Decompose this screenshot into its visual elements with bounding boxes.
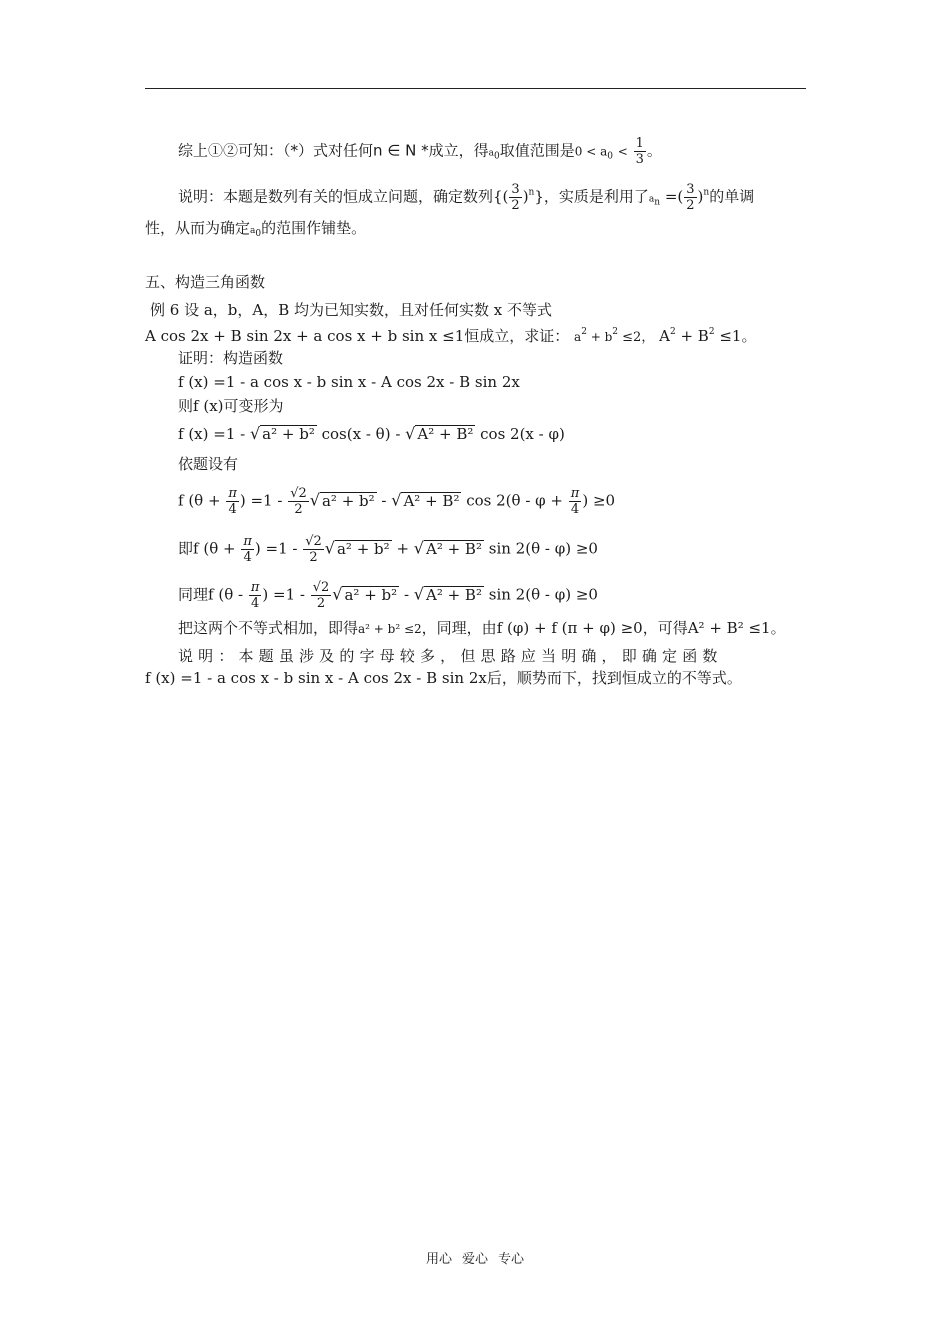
sqrt-a2-b2: a² + b² (344, 585, 398, 604)
sqrt-a2-b2: a² + b² (262, 425, 315, 443)
text: 性，从而为确定 (145, 219, 251, 237)
example-6 (150, 300, 815, 320)
math: f (x) (193, 397, 224, 415)
math: f (φ) + f (π + φ) ≥0 (496, 619, 643, 637)
math: A (659, 327, 670, 345)
header-rule (145, 88, 806, 89)
fraction (684, 182, 696, 213)
text: 可变形为 (223, 397, 284, 415)
text: 恒成立，求证： (464, 327, 570, 345)
text: 说 明 ： 本 题 虽 涉 及 的 字 母 较 多 ， 但 思 路 应 当 明 确 ， 即 确 定 函 数 (178, 647, 718, 665)
fraction (509, 182, 521, 213)
text: 的范围作铺垫。 (261, 219, 367, 237)
math: cos(x - θ) - (316, 425, 406, 443)
fraction (249, 580, 262, 611)
sqrt-A2-B2: A² + B² (425, 585, 482, 604)
subscript: 0 (494, 151, 500, 162)
superscript: 2 (669, 327, 676, 337)
var-a0: a (250, 226, 256, 236)
sqrt-a2-b2: a² + b² (321, 491, 375, 510)
proof-line-2 (178, 372, 843, 392)
math: f (θ + (178, 491, 226, 510)
denominator: 4 (243, 550, 252, 565)
denominator: 2 (309, 550, 318, 565)
numerator: π (250, 580, 260, 595)
denominator: 3 (635, 152, 644, 167)
math: ) ≥0 (582, 491, 616, 510)
math: + (391, 539, 414, 558)
math: cos 2(x - φ) (475, 425, 565, 443)
text: 。 (770, 619, 786, 637)
var-an: a (648, 194, 655, 205)
equation-1: f (x) =1 - √ a² + b² cos(x - θ) - √ A² + B² cos 2(x - φ) (178, 424, 565, 443)
math: A² + B² ≤1 (687, 619, 771, 637)
ineq: 0 < a (574, 144, 608, 159)
denominator: 2 (316, 596, 326, 611)
addition-line (178, 618, 843, 639)
math: - (376, 491, 392, 510)
math: a (574, 330, 582, 344)
text: 则 (178, 397, 194, 415)
sqrt-A2-B2: A² + B² (417, 425, 474, 443)
given-inequality (145, 322, 810, 348)
subscript: 0 (255, 229, 262, 239)
math: + B (675, 327, 709, 345)
text: ，可得 (642, 619, 688, 637)
numerator: π (570, 486, 580, 501)
math: ≤1。 (714, 327, 757, 345)
denominator: 2 (511, 198, 520, 213)
math-expr: f (x) =1 - a cos x - b sin x - A cos 2x - B sin 2x (145, 669, 487, 687)
note-line-2 (145, 668, 810, 688)
numerator: √2 (290, 486, 307, 501)
numerator: 1 (635, 136, 644, 151)
sqrt-A2-B2: A² + B² (425, 539, 482, 558)
equation-2: f (θ + $\frac{\pi}{4}$ ) =1 - $\frac{√2}{2}$ √ a² + b² - √ A² + B² cos 2(θ - φ + $\frac{\pi}{4}$ ) ≥0 (178, 486, 616, 517)
math: cos 2(θ - φ + (461, 491, 568, 510)
superscript: n (703, 187, 710, 198)
superscript: n (528, 187, 535, 198)
text: 综上①②可知：（*）式对任何 (178, 141, 374, 160)
text: 说明：本题是数列有关的恒成立问题，确定数列{( (178, 187, 509, 206)
equation-4: 同理f (θ - $\frac{\pi}{4}$ ) =1 - $\frac{√2}{2}$ √ a² + b² - √ A² + B² sin 2(θ - φ) ≥0 (178, 580, 598, 611)
denominator: 4 (250, 596, 260, 611)
fraction (288, 486, 309, 517)
subscript: 0 (607, 151, 613, 162)
paragraph-conclusion (178, 136, 843, 167)
math: f (x) =1 - (178, 425, 250, 443)
section-heading (145, 272, 810, 292)
math: - (399, 585, 414, 604)
text: =( (660, 187, 684, 206)
text: 成立，得 (428, 141, 489, 160)
denominator: 4 (228, 502, 237, 517)
fraction (634, 136, 646, 167)
sqrt-A2-B2: A² + B² (403, 491, 460, 510)
denominator: 4 (570, 502, 580, 517)
superscript: 2 (612, 327, 619, 337)
math-expr: A cos 2x + B sin 2x + a cos x + b sin x ≤1 (145, 327, 465, 345)
fraction (303, 534, 324, 565)
fraction (569, 486, 582, 517)
numerator: π (228, 486, 237, 501)
text: 。 (646, 141, 662, 160)
text: 把这两个不等式相加，即得 (178, 619, 359, 637)
denominator: 2 (294, 502, 303, 517)
text: }，实质是利用了 (534, 187, 649, 206)
condition-label (178, 454, 843, 474)
text: 的单调 (709, 187, 755, 206)
footer-text: 爱心 (461, 1252, 488, 1267)
subscript: n (654, 197, 661, 208)
proof-line-1 (178, 348, 843, 368)
numerator: 3 (686, 182, 695, 197)
denominator: 2 (686, 198, 695, 213)
math-expr: f (x) =1 - a cos x - b sin x - A cos 2x - B sin 2x (178, 373, 520, 391)
text: 同理 (178, 585, 209, 604)
math: sin 2(θ - φ) ≥0 (483, 585, 598, 604)
text: 依题设有 (178, 455, 239, 473)
numerator: √2 (305, 534, 322, 549)
math: sin 2(θ - φ) ≥0 (483, 539, 598, 558)
note-line-1 (178, 646, 843, 666)
footer-text: 专心 (498, 1252, 525, 1267)
paragraph-note-cont (145, 218, 810, 244)
math: + b (586, 330, 613, 344)
math: ) =1 - (239, 491, 288, 510)
equation-3: 即f (θ + $\frac{\pi}{4}$ ) =1 - $\frac{√2}{2}$ √ a² + b² + √ A² + B² sin 2(θ - φ) ≥0 (178, 534, 598, 565)
numerator: √2 (312, 580, 330, 595)
math: f (θ + (193, 539, 241, 558)
numerator: π (243, 534, 252, 549)
math: ≤2， (618, 330, 655, 345)
footer-text: 用心 (425, 1252, 452, 1267)
section-title: 五、构造三角函数 (145, 273, 266, 291)
sqrt-a2-b2: a² + b² (336, 539, 390, 558)
math: f (θ - (208, 585, 248, 604)
text: 即 (178, 539, 194, 558)
numerator: 3 (511, 182, 520, 197)
fraction (241, 534, 254, 565)
fraction (311, 580, 332, 611)
math: a² + b² ≤2 (358, 622, 422, 636)
text: ，同理，由 (421, 619, 497, 637)
var-a0: a (488, 148, 495, 159)
paragraph-note: 说明：本题是数列有关的恒成立问题，确定数列{( $\frac{3}{2}$ )$^n$}，实质是利用了$a_n$ =( $\frac{3}{2}$ )$^n$的单调 (178, 182, 755, 213)
superscript: 2 (581, 327, 587, 337)
page-footer (0, 1248, 950, 1267)
math: ) =1 - (262, 585, 310, 604)
superscript: 2 (708, 327, 715, 337)
text: 证明：构造函数 (178, 349, 284, 367)
text: 取值范围是 (499, 141, 575, 160)
math: ) =1 - (254, 539, 303, 558)
ineq: < (617, 144, 628, 159)
text: 后，顺势而下，找到恒成立的不等式。 (486, 669, 742, 687)
fraction (226, 486, 239, 517)
text: 例 6 设 a，b，A，B 均为已知实数，且对任何实数 x 不等式 (150, 301, 553, 319)
proof-line-3 (178, 396, 843, 416)
set-n: n ∈ N * (373, 141, 429, 160)
